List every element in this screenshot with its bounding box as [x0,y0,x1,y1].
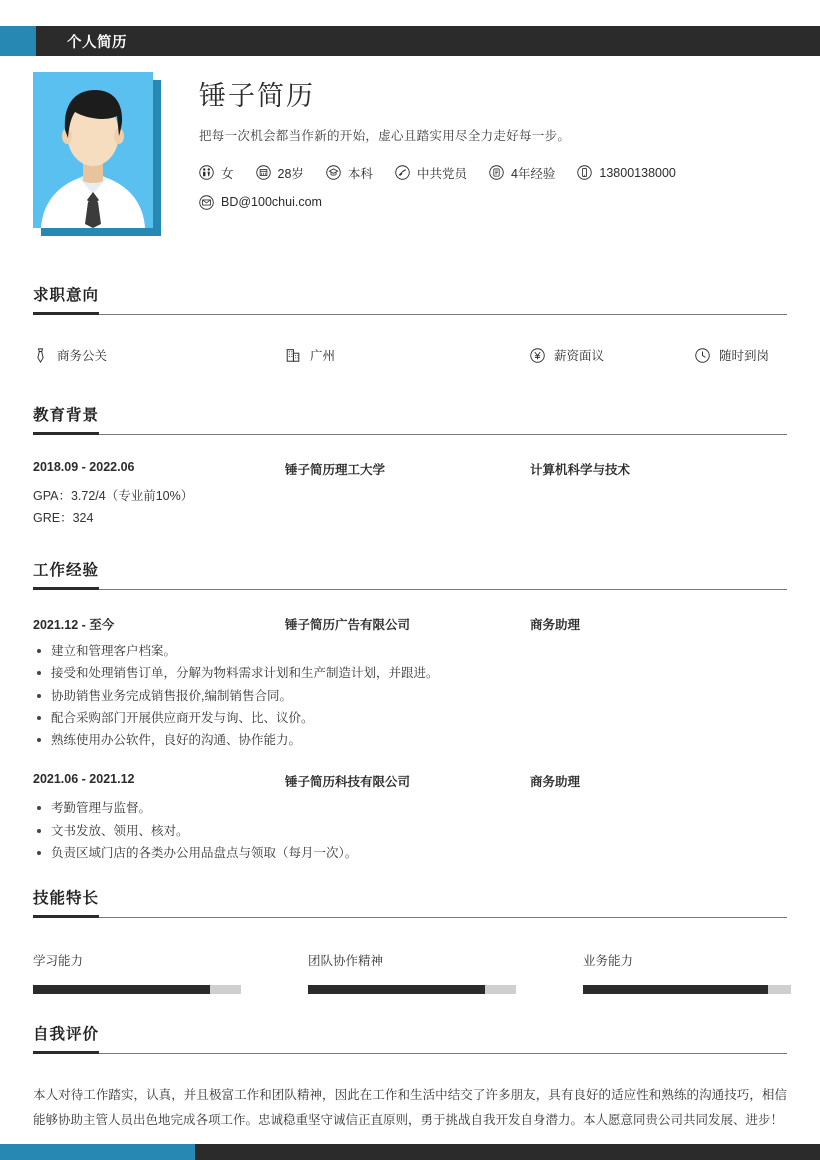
info-item-email [199,195,322,210]
skill-item [308,951,558,994]
section-work-experience [33,558,787,864]
work-date: 2021.12 - 至今 [33,618,115,632]
section-title-skills: 技能特长 [33,886,99,918]
section-title-education: 教育背景 [33,403,99,435]
section-rule [33,589,787,590]
work-role: 商务助理 [530,618,581,632]
section-rule [33,434,787,435]
avatar [33,72,161,236]
info-item-gender [199,164,234,182]
section-job-intention [33,283,787,364]
info-value-email: BD@100chui.com [221,195,322,210]
intent-item-salary [530,346,695,364]
gender-icon [199,165,214,180]
clock-icon [695,348,710,363]
job-intention-row [33,346,787,364]
top-header-bar [0,26,820,56]
education-detail-gre: GRE：324 [33,510,94,525]
education-date: 2018.09 - 2022.06 [33,460,135,474]
profile-tagline: 把每一次机会都当作新的开始，虚心且踏实用尽全力走好每一步。 [199,128,571,143]
footer-bar [0,1144,820,1160]
info-value-political: 中共党员 [416,166,467,181]
skill-label: 团队协作精神 [308,954,384,968]
info-value-experience: 4年经验 [510,166,556,181]
header-title-bar [36,26,820,56]
education-details [33,486,787,529]
section-title-summary: 自我评价 [33,1022,99,1054]
party-emblem-icon [395,165,410,180]
section-rule [33,314,787,315]
section-title-job-intention: 求职意向 [33,283,99,315]
work-bullet: 接受和处理销售订单，分解为物料需求计划和生产制造计划，并跟进。 [33,662,787,684]
profile-details [161,72,793,236]
section-self-evaluation [33,1022,787,1133]
skill-label: 业务能力 [583,954,634,968]
intent-value-city: 广州 [310,349,336,363]
yen-icon [530,348,545,363]
work-entry-row [33,772,787,790]
work-bullet: 负责区域门店的各类办公用品盘点与领取（每月一次）。 [33,842,787,864]
skill-item [583,951,820,994]
work-company: 锤子简历科技有限公司 [285,775,411,790]
footer-dark-block [195,1144,820,1160]
footer-accent-block [0,1144,195,1160]
work-bullet-list [33,797,787,864]
work-bullet: 熟练使用办公软件，良好的沟通、协作能力。 [33,729,787,751]
intent-value-position: 商务公关 [57,349,108,363]
education-school: 锤子简历理工大学 [285,463,386,477]
skill-label: 学习能力 [33,954,84,968]
skill-progress-fill [308,985,485,994]
work-entry-row [33,615,787,633]
info-value-gender: 女 [221,166,234,181]
work-bullet: 协助销售业务完成销售报价,编制销售合同。 [33,685,787,707]
work-header [33,558,787,599]
skill-item [33,951,283,994]
work-date: 2021.06 - 2021.12 [33,772,135,787]
intent-item-availability [695,346,787,364]
graduation-cap-icon [326,165,341,180]
skill-progress-fill [33,985,210,994]
avatar-photo [33,72,153,228]
job-intention-header [33,283,787,324]
education-entry-row [33,460,787,478]
profile-info-list [199,164,719,223]
intent-value-availability: 随时到岗 [719,349,770,363]
skill-progress-track [583,985,791,994]
education-detail-gpa: GPA：3.72/4（专业前10%） [33,489,194,503]
info-value-education: 本科 [347,166,373,181]
info-value-age: 28岁 [277,166,304,181]
page-title: 个人简历 [67,34,127,51]
section-rule [33,917,787,918]
skill-progress-track [33,985,241,994]
section-skills [33,886,787,994]
summary-header [33,1022,787,1063]
info-item-experience [489,164,555,182]
profile-section [33,72,793,236]
skill-progress-track [308,985,516,994]
work-role: 商务助理 [530,775,581,790]
intent-value-salary: 薪资面议 [554,349,605,363]
work-company: 锤子简历广告有限公司 [285,618,411,632]
section-title-work: 工作经验 [33,558,99,590]
info-item-political [395,164,467,182]
work-bullet: 文书发放、领用、核对。 [33,820,787,842]
mail-icon [199,195,214,210]
intent-item-position [33,346,285,364]
section-education [33,403,787,529]
header-accent-block [0,26,36,56]
tie-icon [33,347,48,364]
document-icon [489,165,504,180]
avatar-illustration [33,72,153,228]
profile-name: 锤子简历 [199,81,315,111]
info-item-age [256,164,304,182]
work-bullet-list [33,640,787,751]
phone-icon [577,165,592,180]
education-major: 计算机科学与技术 [530,463,631,477]
work-bullet: 考勤管理与监督。 [33,797,787,819]
building-icon [285,347,301,363]
skill-progress-fill [583,985,768,994]
summary-text: 本人对待工作踏实，认真，并且极富工作和团队精神，因此在工作和生活中结交了许多朋友，具有良好的适应性和熟练的沟通技巧，相信能够协助主管人员出色地完成各项工作。忠诚稳重坚守诚信正直原则，勇于挑战自我开发自身潜力。本人愿意同贵公司共同发展、进步！ [33,1088,787,1127]
intent-item-city [285,346,530,364]
work-bullet: 配合采购部门开展供应商开发与询、比、议价。 [33,707,787,729]
section-rule [33,1053,787,1054]
skills-header [33,886,787,927]
info-item-education [326,164,373,182]
skills-row [33,951,787,994]
education-header [33,403,787,444]
info-item-phone [577,165,675,180]
calendar-icon [256,165,271,180]
work-bullet: 建立和管理客户档案。 [33,640,787,662]
info-value-phone: 13800138000 [599,165,676,180]
